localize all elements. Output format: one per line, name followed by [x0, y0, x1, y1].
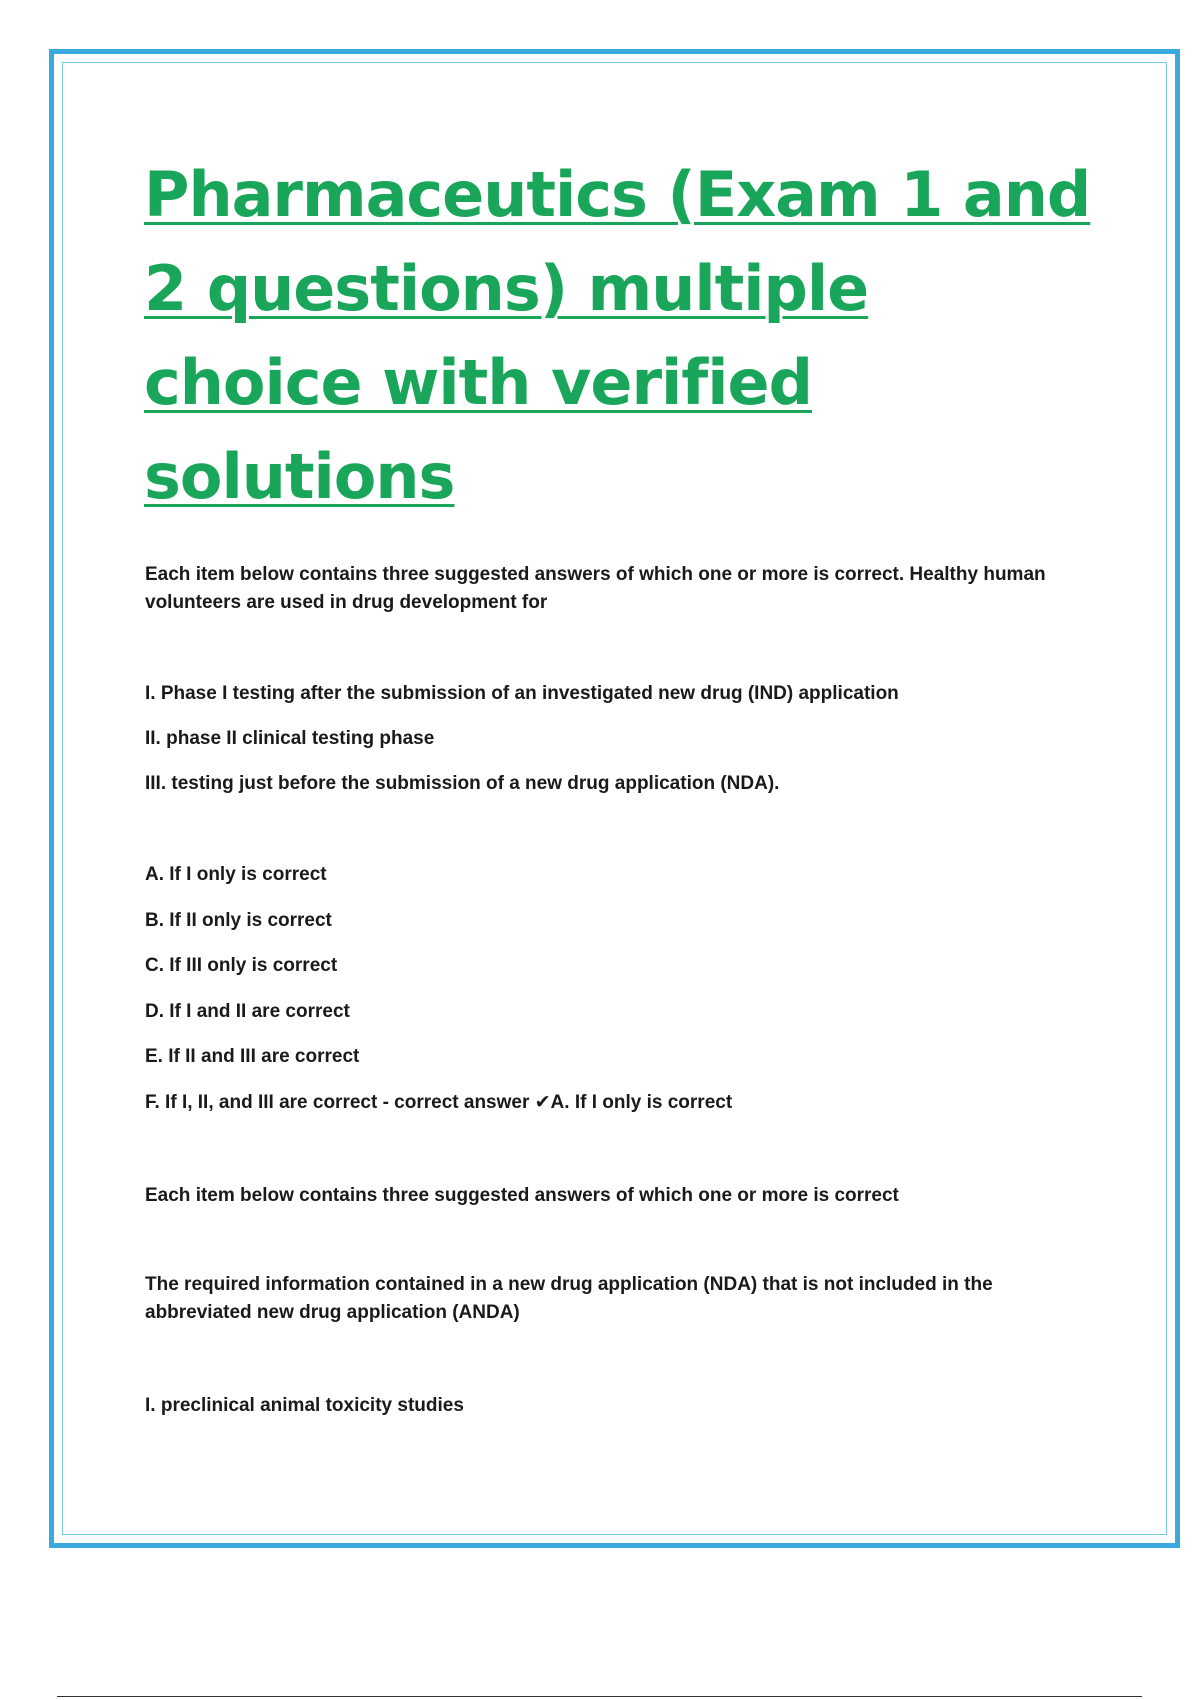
question-2-prompt: The required information contained in a new drug application (NDA) that is not included in the abbreviated new drug application (ANDA)	[145, 1274, 993, 1323]
statement-item: I. preclinical animal toxicity studies	[145, 1395, 464, 1416]
option-item: C. If III only is correct	[145, 955, 338, 976]
statement-item: II. phase II clinical testing phase	[145, 728, 435, 749]
option-item: B. If II only is correct	[145, 909, 332, 931]
document-title-text: Pharmaceutics (Exam 1 and 2 questions) multiple choice with verified solutions	[144, 158, 1091, 513]
question-1-intro: Each item below contains three suggested answers of which one or more is correct. Healthy human volunteers are used in drug development for	[145, 564, 1046, 613]
question-1-options	[145, 861, 1095, 1134]
statement-item: I. Phase I testing after the submission of an investigated new drug (IND) application	[145, 683, 899, 704]
statement-item: III. testing just before the submission of a new drug application (NDA).	[145, 773, 780, 794]
question-1-statements	[145, 680, 1095, 815]
question-2-intro: Each item below contains three suggested answers of which one or more is correct	[145, 1185, 899, 1206]
option-item: D. If I and II are correct	[145, 1000, 350, 1022]
option-item: A. If I only is correct	[145, 864, 327, 885]
option-item: E. If II and III are correct	[145, 1046, 360, 1067]
footer-divider	[57, 1696, 1142, 1697]
document-title	[144, 148, 1104, 524]
option-item-answer: F. If I, II, and III are correct - correct answer ✔A. If I only is correct	[145, 1091, 733, 1113]
